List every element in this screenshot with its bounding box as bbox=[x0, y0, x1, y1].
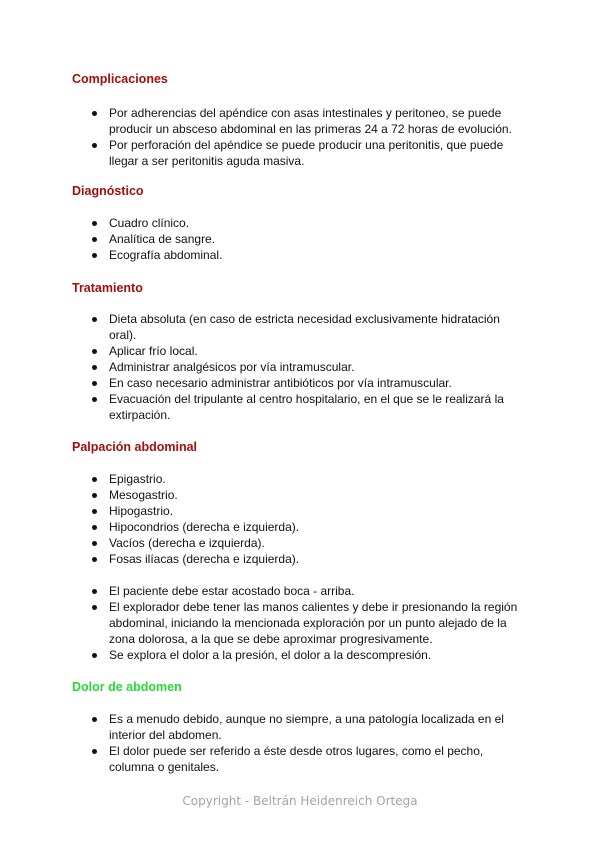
list-item: Analítica de sangre. bbox=[72, 231, 522, 247]
heading-diagnostico: Diagnóstico bbox=[72, 184, 144, 198]
heading-complicaciones: Complicaciones bbox=[72, 72, 168, 86]
list-item: Vacíos (derecha e izquierda). bbox=[72, 535, 522, 551]
list-dolor-de-abdomen bbox=[72, 711, 522, 775]
heading-palpacion-abdominal: Palpación abdominal bbox=[72, 440, 198, 454]
list-item: Cuadro clínico. bbox=[72, 215, 522, 231]
list-item: Epigastrio. bbox=[72, 471, 522, 487]
list-item: Es a menudo debido, aunque no siempre, a una patología localizada en el interior del abdomen. bbox=[72, 711, 522, 743]
list-item: Ecografía abdominal. bbox=[72, 247, 522, 263]
list-item: Por perforación del apéndice se puede producir una peritonitis, que puede llegar a ser peritonitis aguda masiva. bbox=[72, 137, 522, 169]
list-item: El dolor puede ser referido a éste desde otros lugares, como el pecho, columna o genitales. bbox=[72, 743, 522, 775]
list-procedimiento-palpacion bbox=[72, 583, 522, 663]
list-item: Mesogastrio. bbox=[72, 487, 522, 503]
list-item: Dieta absoluta (en caso de estricta necesidad exclusivamente hidratación oral). bbox=[72, 311, 522, 343]
heading-dolor-de-abdomen: Dolor de abdomen bbox=[72, 680, 182, 694]
list-diagnostico bbox=[72, 215, 522, 263]
list-item: Hipocondrios (derecha e izquierda). bbox=[72, 519, 522, 535]
list-item: En caso necesario administrar antibióticos por vía intramuscular. bbox=[72, 375, 522, 391]
list-tratamiento bbox=[72, 311, 522, 423]
list-item: Hipogastrio. bbox=[72, 503, 522, 519]
list-item: El paciente debe estar acostado boca - arriba. bbox=[72, 583, 522, 599]
list-item: Se explora el dolor a la presión, el dolor a la descompresión. bbox=[72, 647, 522, 663]
heading-tratamiento: Tratamiento bbox=[72, 281, 143, 295]
list-item: Fosas ilíacas (derecha e izquierda). bbox=[72, 551, 522, 567]
list-complicaciones bbox=[72, 105, 522, 169]
list-item: El explorador debe tener las manos calientes y debe ir presionando la región abdominal, iniciando la mencionada exploración por un punto alejado de la zona dolorosa, a la que se debe aproximar progresivamente. bbox=[72, 599, 522, 647]
list-regiones-abdominales bbox=[72, 471, 522, 567]
list-item: Evacuación del tripulante al centro hospitalario, en el que se le realizará la extirpación. bbox=[72, 391, 522, 423]
list-item: Por adherencias del apéndice con asas intestinales y peritoneo, se puede producir un absceso abdominal en las primeras 24 a 72 horas de evolución. bbox=[72, 105, 522, 137]
list-item: Aplicar frío local. bbox=[72, 343, 522, 359]
copyright-footer: Copyright - Beltrán Heidenreich Ortega bbox=[182, 794, 418, 808]
list-item: Administrar analgésicos por vía intramuscular. bbox=[72, 359, 522, 375]
